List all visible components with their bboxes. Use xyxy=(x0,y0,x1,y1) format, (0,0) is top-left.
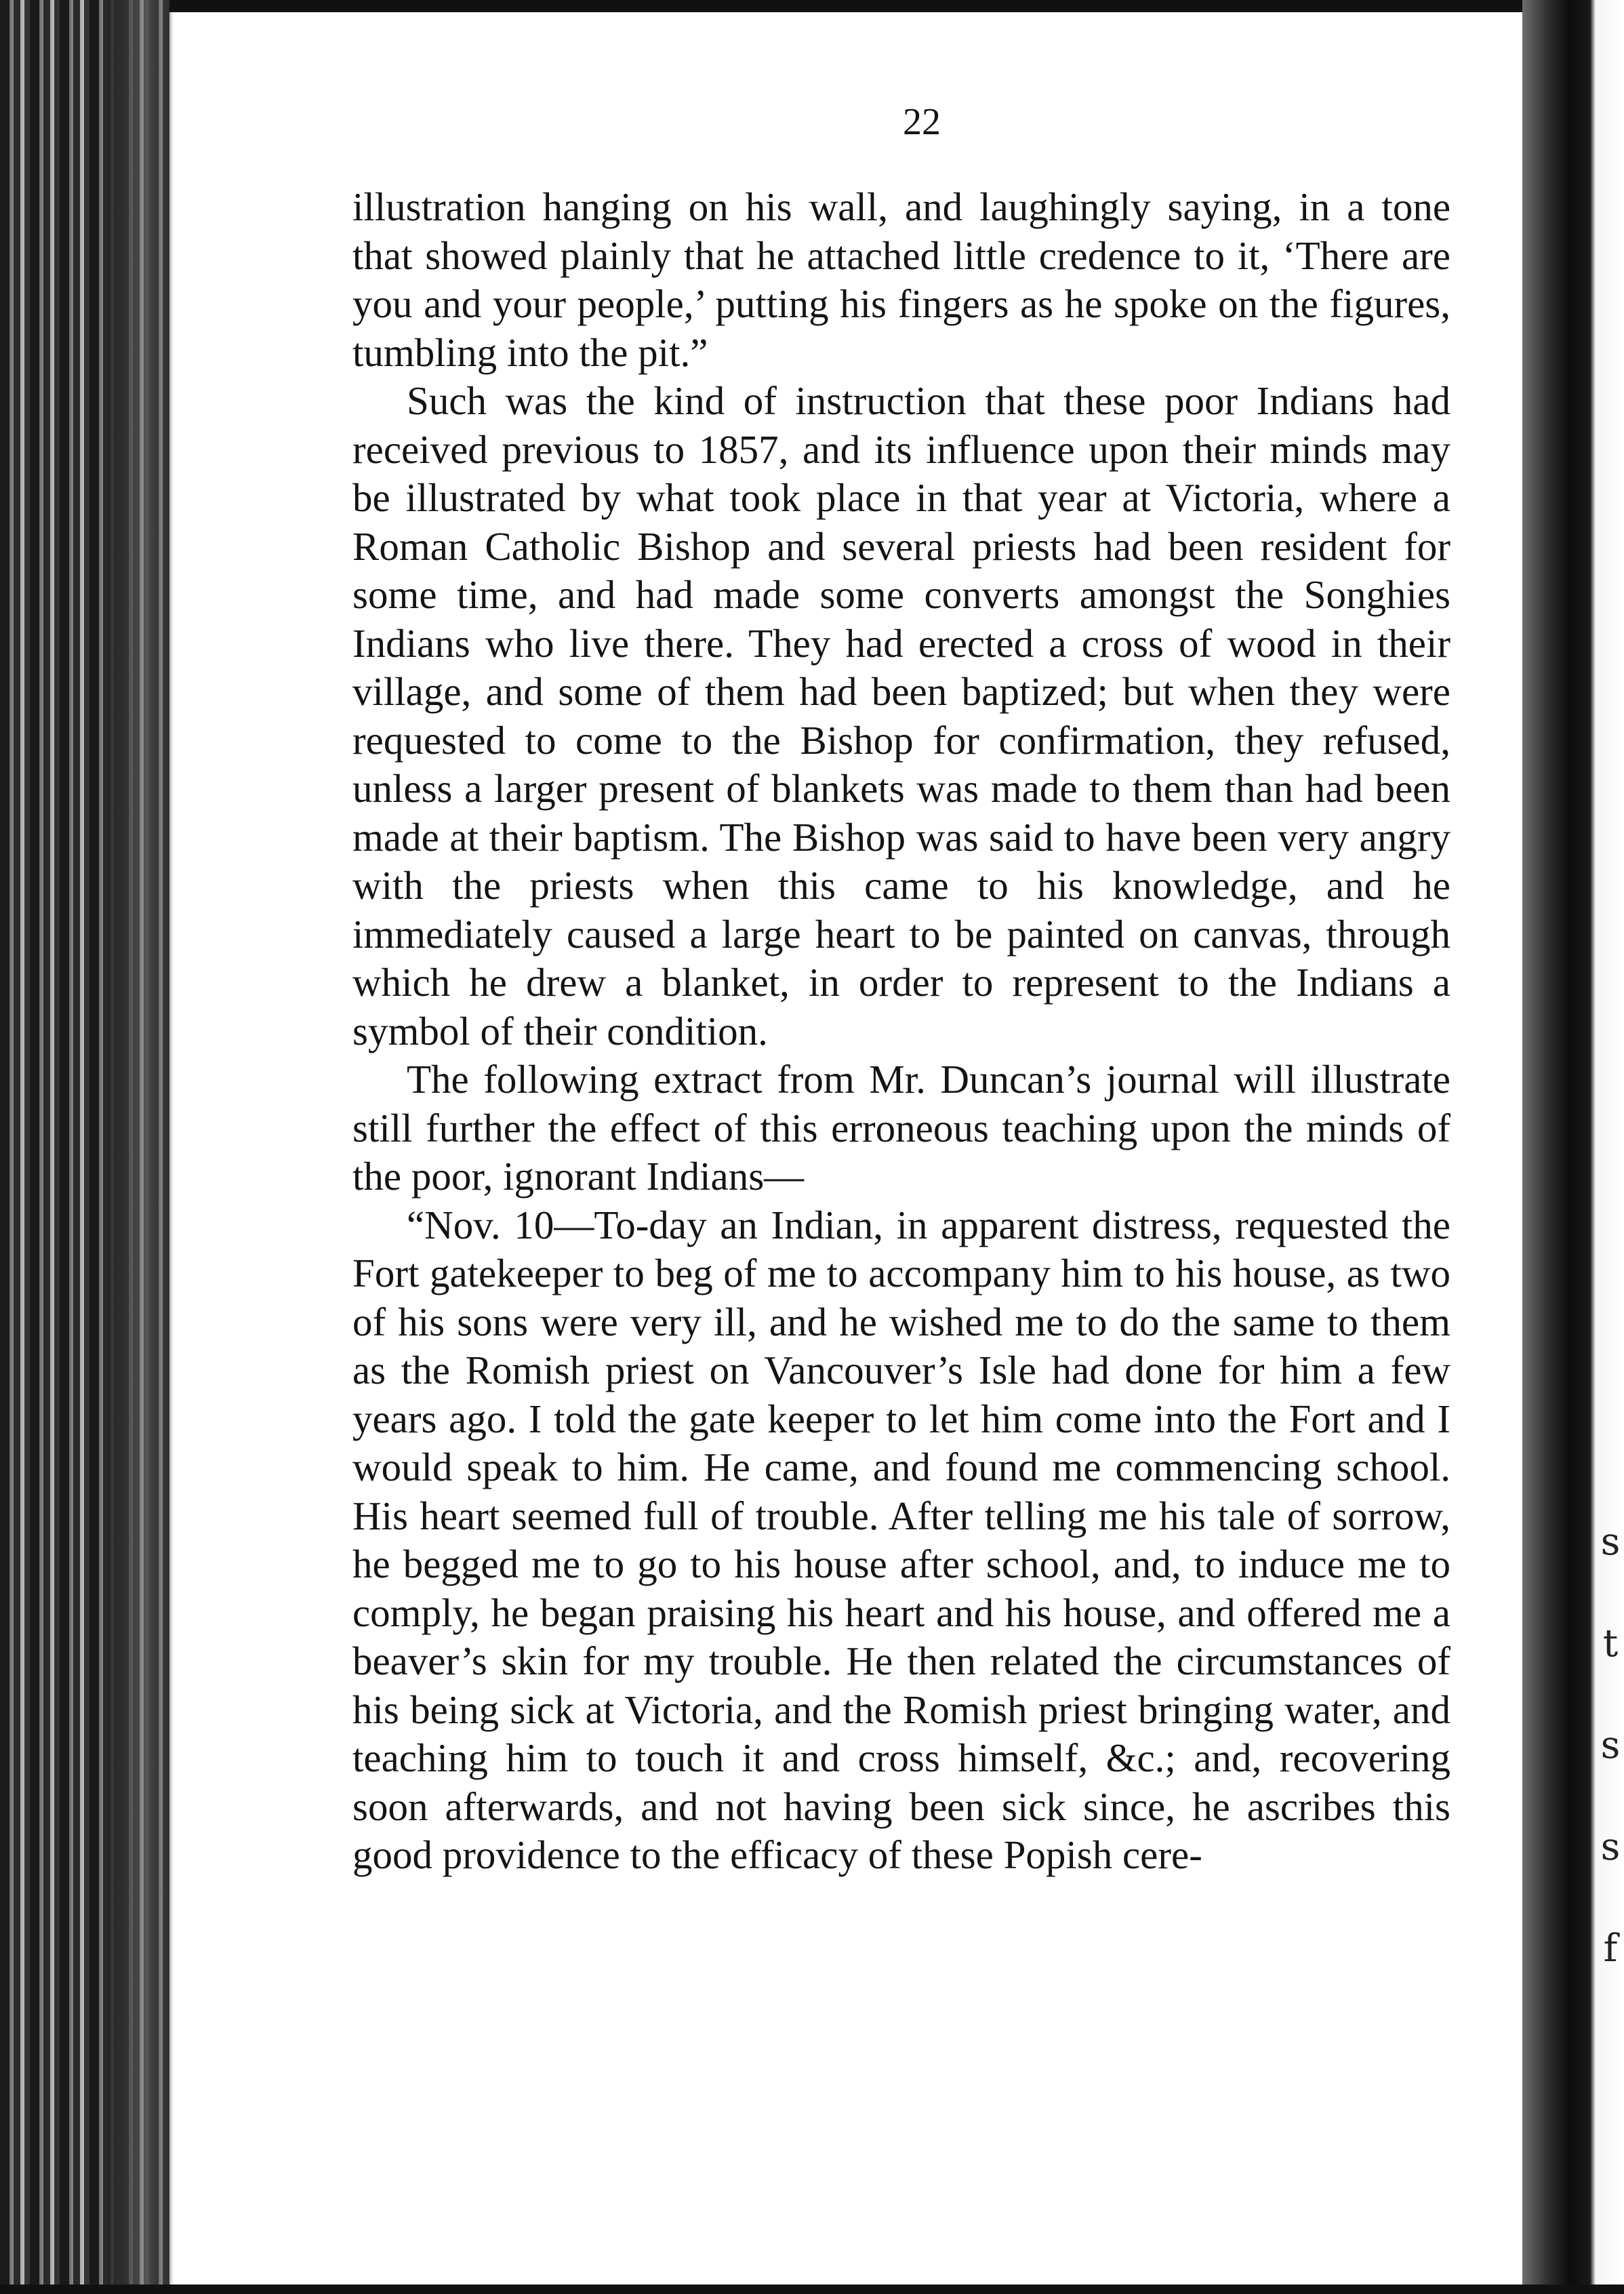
paragraph: illustration hanging on his wall, and laughingly saying, in a tone that showed plainly that he attached little credence to it, ‘There are you and your people,’ putting his fingers as he spoke on the figures, tumbling into the pit.” xyxy=(352,184,1450,375)
fragment-letter: s xyxy=(1600,1520,1621,1564)
gutter-shadow xyxy=(108,0,173,2294)
film-border-top xyxy=(0,0,1624,12)
body-text xyxy=(352,183,1450,1880)
paragraph: The following extract from Mr. Duncan’s journal will illustrate still further the effect of this erroneous teaching upon the minds of the poor, ignorant Indians— xyxy=(352,1057,1450,1199)
film-border-bottom xyxy=(0,2285,1624,2294)
fragment-letter: s xyxy=(1600,1723,1621,1767)
next-page-fragment xyxy=(1597,1491,1624,2101)
journal-quote-paragraph: “Nov. 10—To-day an Indian, in apparent distress, requested the Fort gatekeeper to beg of me to accompany him to his house, as two of his sons were very ill, and he wished me to do the same to them as the Romish priest on Vancouver’s Isle had done for him a few years ago. I told the gate keeper to let him come into the Fort and I would speak to him. He came, and found me commencing school. His heart seemed full of trouble. After telling me his tale of sorrow, he begged me to go to his house after school, and, to induce me to comply, he began praising his heart and his house, and offered me a beaver’s skin for my trouble. He then related the circumstances of his being sick at Victoria, and the Romish priest bringing water, and teaching him to touch it and cross himself, &c.; and, recovering soon afterwards, and not having been sick since, he ascribes this good providence to the efficacy of these Popish cere- xyxy=(352,1202,1450,1877)
fragment-letter: s xyxy=(1600,1825,1621,1869)
page-content xyxy=(352,88,1450,2176)
paragraph: Such was the kind of instruction that these poor Indians had received previous to 1857, and its influence upon their minds may be illustrated by what took place in that year at Victoria, where a Roman Catholic Bishop and several priests had been resident for some time, and had made some converts amongst the Songhies Indians who live there. They had erected a cross of wood in their village, and some of them had been baptized; but when they were requested to come to the Bishop for confirmation, they refused, unless a larger present of blankets was made to them than had been made at their baptism. The Bishop was said to have been very angry with the priests when this came to his knowledge, and he immediately caused a large heart to be painted on canvas, through which he drew a blanket, in order to represent to the Indians a symbol of their condition. xyxy=(352,378,1450,1053)
page-number: 22 xyxy=(903,101,941,143)
fragment-letter: t xyxy=(1602,1622,1619,1666)
fragment-letter: f xyxy=(1603,1927,1618,1971)
page-crease xyxy=(169,0,174,2294)
